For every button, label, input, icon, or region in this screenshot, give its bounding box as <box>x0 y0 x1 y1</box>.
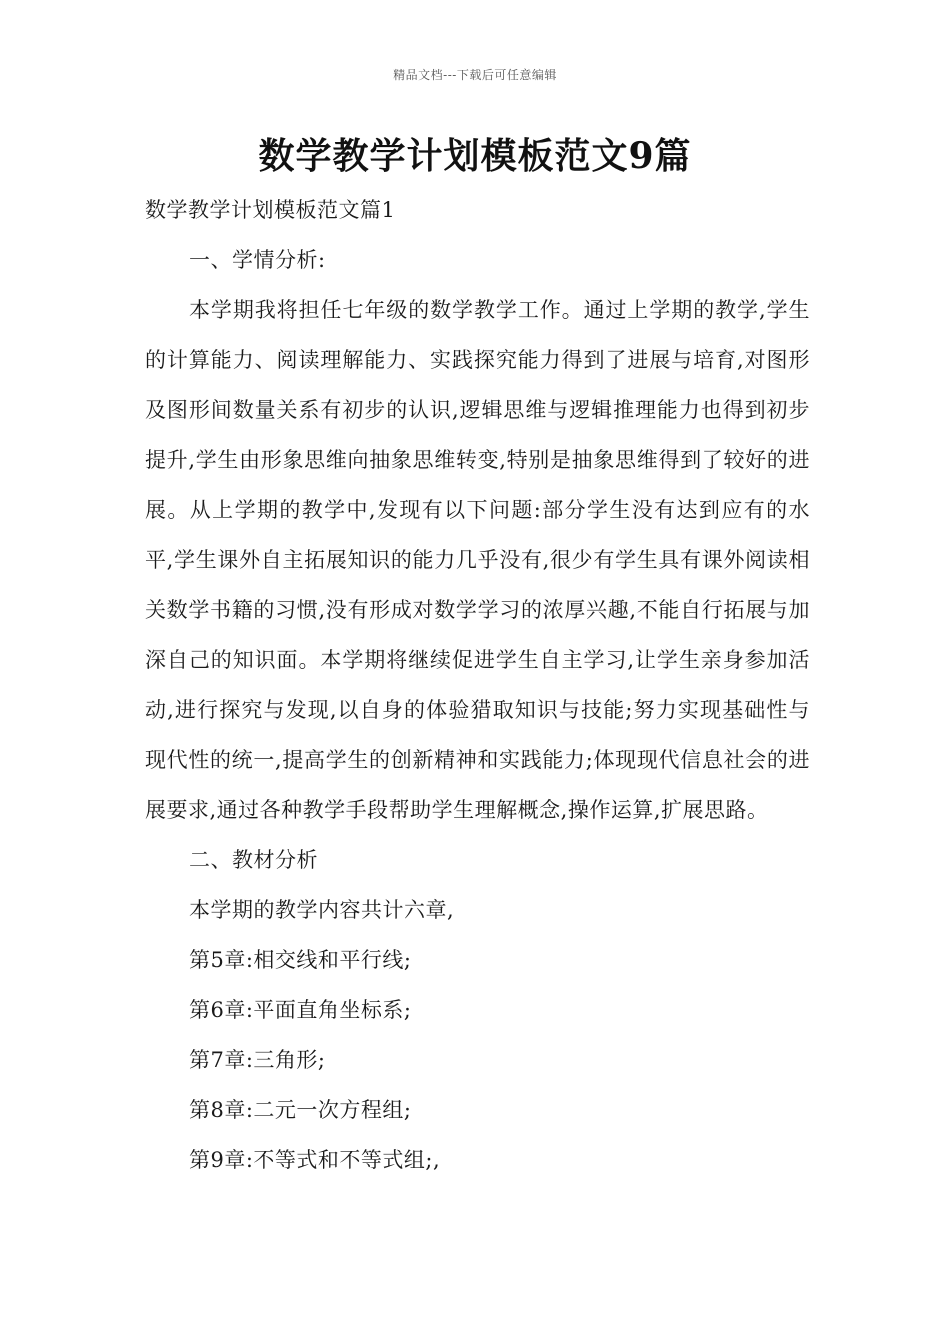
header-note: 精品文档---下载后可任意编辑 <box>393 68 557 82</box>
chapter-item: 第9章:不等式和不等式组;, <box>189 1148 441 1172</box>
document-body <box>145 185 810 1185</box>
section-heading-learning-analysis: 一、学情分析: <box>189 248 326 272</box>
section-heading-textbook-analysis: 二、教材分析 <box>189 848 318 872</box>
document-subtitle: 数学教学计划模板范文篇1 <box>145 198 396 222</box>
textbook-intro: 本学期的教学内容共计六章, <box>189 898 455 922</box>
document-title: 数学教学计划模板范文9篇 <box>258 135 692 177</box>
chapter-item: 第5章:相交线和平行线; <box>189 948 412 972</box>
chapter-item: 第6章:平面直角坐标系; <box>189 998 412 1022</box>
learning-analysis-paragraph: 本学期我将担任七年级的数学教学工作。通过上学期的教学,学生的计算能力、阅读理解能力、实践探究能力得到了进展与培育,对图形及图形间数量关系有初步的认识,逻辑思维与逻辑推理能力也得到初步提升,学生由形象思维向抽象思维转变,特别是抽象思维得到了较好的进展。从上学期的教学中,发现有以下问题:部分学生没有达到应有的水平,学生课外自主拓展知识的能力几乎没有,很少有学生具有课外阅读相关数学书籍的习惯,没有形成对数学学习的浓厚兴趣,不能自行拓展与加深自己的知识面。本学期将继续促进学生自主学习,让学生亲身参加活动,进行探究与发现,以自身的体验猎取知识与技能;努力实现基础性与现代性的统一,提高学生的创新精神和实践能力;体现现代信息社会的进展要求,通过各种教学手段帮助学生理解概念,操作运算,扩展思路。 <box>145 298 810 822</box>
chapter-item: 第7章:三角形; <box>189 1048 326 1072</box>
chapter-item: 第8章:二元一次方程组; <box>189 1098 412 1122</box>
